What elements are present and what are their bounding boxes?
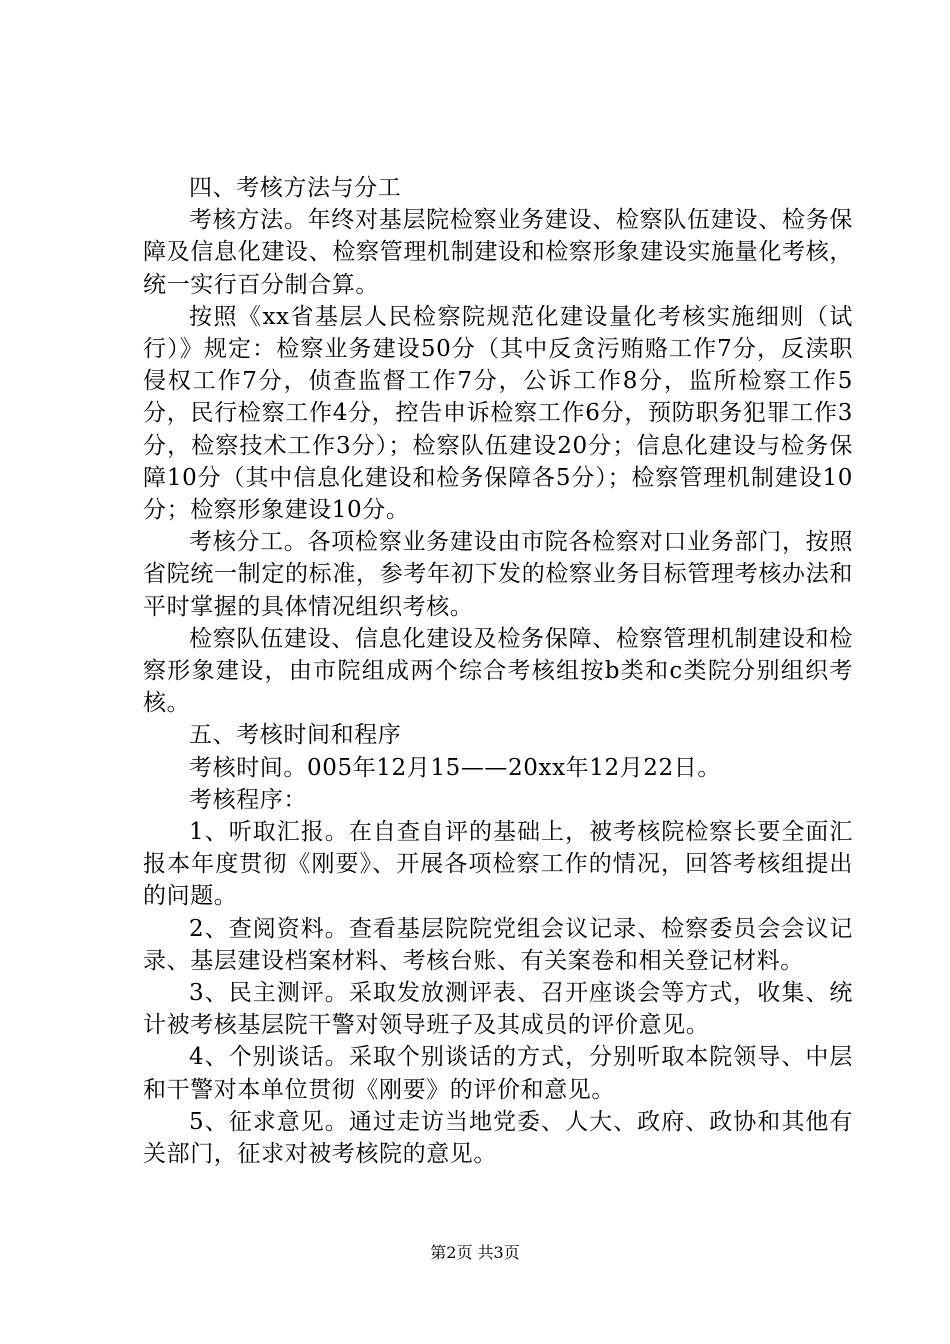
- paragraph-scoring-rules: 按照《xx省基层人民检察院规范化建设量化考核实施细则（试行）》规定：检察业务建设50分（其中反贪污贿赂工作7分，反渎职侵权工作7分，侦查监督工作7分，公诉工作8分，监所检察工作5分，民行检察工作4分，控告申诉检察工作6分，预防职务犯罪工作3分，检察技术工作3分）；检察队伍建设20分；信息化建设与检务保障10分（其中信息化建设和检务保障各5分）；检察管理机制建设10分；检察形象建设10分。: [143, 303, 853, 524]
- paragraph-time: 考核时间。005年12月15——20xx年12月22日。: [189, 754, 721, 781]
- paragraph-team-assessment: 检察队伍建设、信息化建设及检务保障、检察管理机制建设和检察形象建设，由市院组成两个综合考核组按b类和c类院分别组织考核。: [143, 625, 853, 717]
- section-heading-5: 五、考核时间和程序: [189, 722, 402, 749]
- paragraph-division: 考核分工。各项检察业务建设由市院各检察对口业务部门，按照省院统一制定的标准，参考年初下发的检察业务目标管理考核办法和平时掌握的具体情况组织考核。: [143, 529, 853, 620]
- list-item-review-materials: 2、查阅资料。查看基层院院党组会议记录、检察委员会会议记录、基层建设档案材料、考核台账、有关案卷和相关登记材料。: [143, 915, 853, 974]
- paragraph-method: 考核方法。年终对基层院检察业务建设、检察队伍建设、检务保障及信息化建设、检察管理机制建设和检察形象建设实施量化考核，统一实行百分制合算。: [143, 207, 853, 298]
- list-item-individual-talks: 4、个别谈话。采取个别谈话的方式，分别听取本院领导、中层和干警对本单位贯彻《刚要》的评价和意见。: [143, 1044, 853, 1103]
- list-item-solicit-opinions: 5、征求意见。通过走访当地党委、人大、政府、政协和其他有关部门，征求对被考核院的意见。: [143, 1108, 853, 1168]
- list-item-democratic-evaluation: 3、民主测评。采取发放测评表、召开座谈会等方式，收集、统计被考核基层院干警对领导班子及其成员的评价意见。: [143, 980, 853, 1039]
- section-heading-4: 四、考核方法与分工: [189, 175, 402, 201]
- document-body: [143, 172, 853, 1170]
- list-item-report: 1、听取汇报。在自查自评的基础上，被考核院检察长要全面汇报本年度贯彻《刚要》、开展各项检察工作的情况，回答考核组提出的问题。: [143, 819, 853, 910]
- page-number-footer: 第2页 共3页: [430, 1243, 520, 1262]
- paragraph-procedure-label: 考核程序：: [189, 786, 307, 813]
